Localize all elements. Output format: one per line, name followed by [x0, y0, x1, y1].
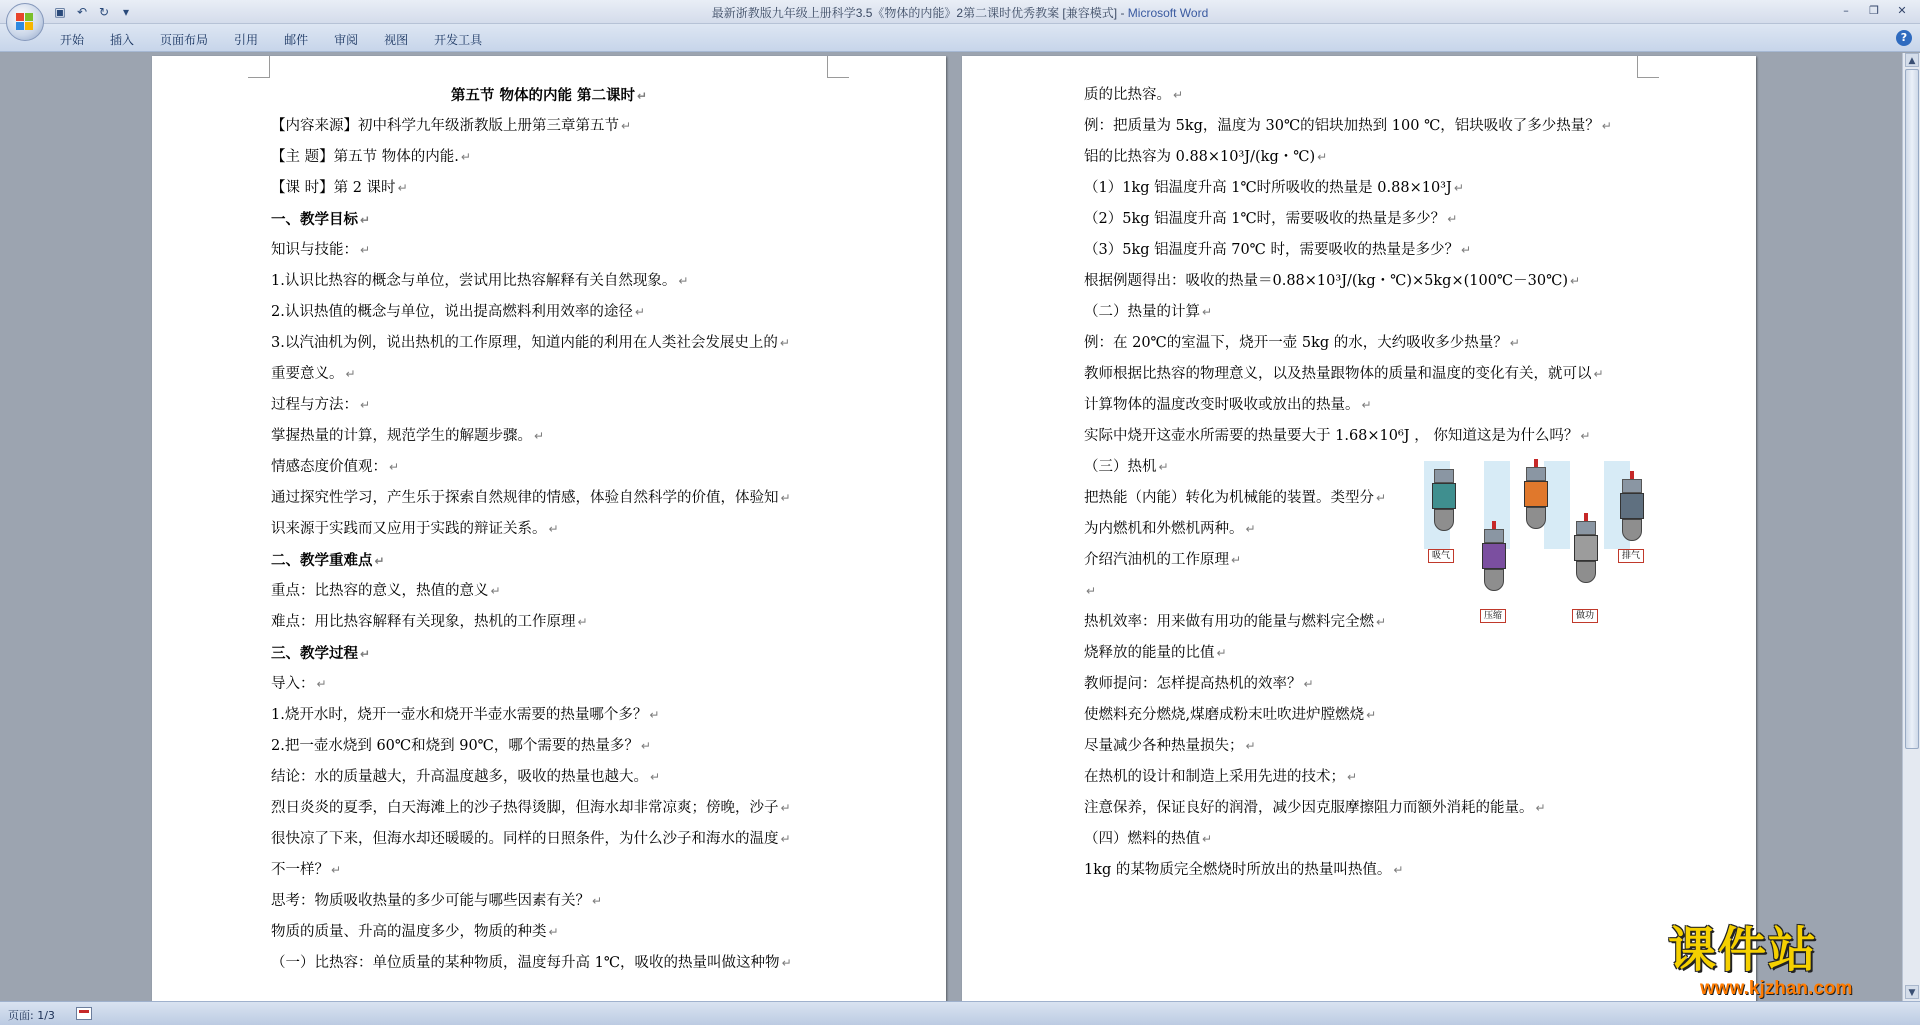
scroll-up-icon[interactable]: ▲ — [1905, 53, 1919, 67]
stroke-label-exhaust: 排气 — [1618, 549, 1644, 563]
paragraph-mark-icon: ↵ — [592, 894, 603, 908]
line-text: 二、教学重难点 — [271, 552, 373, 569]
paragraph-mark-icon: ↵ — [548, 522, 559, 536]
paragraph-mark-icon: ↵ — [360, 213, 371, 227]
paragraph-mark-icon: ↵ — [316, 677, 327, 691]
line-text: 例：在 20℃的室温下，烧开一壶 5kg 的水，大约吸收多少热量？ — [1084, 335, 1508, 351]
paragraph-mark-icon: ↵ — [1086, 584, 1097, 598]
document-line — [271, 266, 827, 297]
line-text: （一）比热容：单位质量的某种物质，温度每升高 1℃，吸收的热量叫做这种物 — [271, 955, 780, 971]
line-text: 识来源于实践而又应用于实践的辩证关系。 — [271, 521, 547, 537]
document-line — [271, 483, 827, 514]
document-line — [271, 421, 827, 452]
document-line — [271, 700, 827, 731]
tab-page-layout[interactable]: 页面布局 — [160, 33, 209, 47]
document-line — [1084, 576, 1414, 607]
paragraph-mark-icon: ↵ — [1245, 739, 1256, 753]
minimize-icon[interactable]: – — [1843, 4, 1849, 17]
document-line — [1084, 266, 1640, 297]
line-text: 使燃料充分燃烧,煤磨成粉末吐吹进炉膛燃烧 — [1084, 707, 1365, 723]
engine-exhaust-icon — [1568, 521, 1604, 601]
watermark-logo-text: 课件站 — [1668, 922, 1819, 978]
paragraph-mark-icon: ↵ — [490, 584, 501, 598]
paragraph-mark-icon: ↵ — [1173, 88, 1184, 102]
document-title — [0, 4, 1920, 21]
save-icon[interactable]: ▣ — [54, 5, 66, 19]
page-count-status[interactable]: 页面: 1/3 — [8, 1009, 55, 1022]
document-line — [271, 855, 827, 886]
engine-intake-icon — [1426, 469, 1462, 549]
paragraph-mark-icon: ↵ — [1601, 119, 1612, 133]
document-line — [1084, 669, 1640, 700]
paragraph-mark-icon: ↵ — [780, 832, 791, 846]
document-line — [1084, 235, 1640, 266]
paragraph-mark-icon: ↵ — [649, 708, 660, 722]
paragraph-mark-icon: ↵ — [1361, 398, 1372, 412]
tab-view[interactable]: 视图 — [384, 33, 409, 47]
office-button[interactable] — [6, 3, 44, 41]
tab-references[interactable]: 引用 — [234, 33, 259, 47]
paragraph-mark-icon: ↵ — [360, 647, 371, 661]
line-text: 教师提问：怎样提高热机的效率？ — [1084, 676, 1302, 692]
customize-qat-dropdown[interactable]: ▾ — [122, 5, 130, 19]
paragraph-mark-icon: ↵ — [637, 89, 648, 103]
line-text: 一、教学目标 — [271, 211, 358, 228]
paragraph-mark-icon: ↵ — [1393, 863, 1404, 877]
scroll-down-icon[interactable]: ▼ — [1905, 985, 1919, 999]
line-text: 物质的质量、升高的温度多少，物质的种类 — [271, 924, 547, 940]
document-line — [271, 607, 827, 638]
line-text: 计算物体的温度改变时吸收或放出的热量。 — [1084, 397, 1360, 413]
document-line — [271, 638, 827, 669]
line-text: 情感态度价值观： — [271, 459, 387, 475]
paragraph-mark-icon: ↵ — [781, 956, 792, 970]
paragraph-mark-icon: ↵ — [1231, 553, 1242, 567]
line-text: 注意保养，保证良好的润滑，减少因克服摩擦阻力而额外消耗的能量。 — [1084, 800, 1534, 816]
document-line — [271, 514, 827, 545]
page-1 — [152, 56, 946, 1001]
paragraph-mark-icon: ↵ — [1158, 460, 1169, 474]
line-text: 为内燃机和外燃机两种。 — [1084, 521, 1244, 537]
document-line — [1084, 824, 1640, 855]
line-text: 重点：比热容的意义，热值的意义 — [271, 583, 489, 599]
paragraph-mark-icon: ↵ — [460, 150, 471, 164]
document-line — [1084, 607, 1414, 638]
paragraph-mark-icon: ↵ — [1593, 367, 1604, 381]
document-line — [271, 297, 827, 328]
line-text: （二）热量的计算 — [1084, 304, 1200, 320]
document-line — [271, 359, 827, 390]
paragraph-mark-icon: ↵ — [1303, 677, 1314, 691]
document-line — [1084, 793, 1640, 824]
document-line — [1084, 545, 1414, 576]
line-text: 教师根据比热容的物理意义，以及热量跟物体的质量和温度的变化有关，就可以 — [1084, 366, 1592, 382]
paragraph-mark-icon: ↵ — [1216, 646, 1227, 660]
line-text: 很快凉了下来，但海水却还暖暖的。同样的日照条件，为什么沙子和海水的温度 — [271, 831, 779, 847]
engine-exhaust-icon — [1614, 479, 1650, 559]
document-line — [271, 731, 827, 762]
ribbon-tabs — [50, 29, 498, 49]
paragraph-mark-icon: ↵ — [1569, 274, 1581, 288]
page-1-text[interactable] — [271, 80, 827, 979]
four-stroke-engine-figure — [1424, 461, 1664, 631]
margin-corner-mark — [1637, 56, 1659, 78]
line-text: （2）5kg 铝温度升高 1℃时，需要吸收的热量是多少？ — [1084, 211, 1446, 227]
window-controls — [1834, 2, 1914, 20]
document-line — [271, 80, 827, 111]
line-text: 结论：水的质量越大，升高温度越多，吸收的热量也越大。 — [271, 769, 648, 785]
document-line — [271, 173, 827, 204]
line-text: 【课 时】第 2 课时 — [271, 180, 396, 196]
paragraph-mark-icon: ↵ — [1317, 150, 1328, 164]
line-text: （四）燃料的热值 — [1084, 831, 1200, 847]
undo-icon[interactable]: ↶ — [76, 5, 88, 19]
line-text: 实际中烧开这壶水所需要的热量要大于 1.68×10⁶J ， 你知道这是为什么吗？ — [1084, 428, 1579, 444]
line-text: 不一样？ — [271, 862, 329, 878]
line-text: 质的比热容。 — [1084, 87, 1171, 103]
document-line — [1084, 173, 1640, 204]
paragraph-mark-icon: ↵ — [1347, 770, 1358, 784]
tab-home[interactable]: 开始 — [60, 33, 85, 47]
line-text: 【主 题】第五节 物体的内能. — [271, 149, 459, 165]
help-icon[interactable]: ? — [1896, 30, 1912, 46]
line-text: 尽量减少各种热量损失； — [1084, 738, 1244, 754]
document-line — [271, 576, 827, 607]
document-line — [271, 824, 827, 855]
line-text: 通过探究性学习，产生乐于探索自然规律的情感，体验自然科学的价值，体验知 — [271, 490, 779, 506]
line-text: 过程与方法： — [271, 397, 358, 413]
tab-insert[interactable]: 插入 — [110, 33, 135, 47]
title-separator: - — [1117, 6, 1128, 20]
tab-review[interactable]: 审阅 — [334, 33, 359, 47]
paragraph-mark-icon: ↵ — [534, 429, 545, 443]
site-watermark — [1668, 922, 1904, 1002]
paragraph-mark-icon: ↵ — [1461, 243, 1472, 257]
paragraph-mark-icon: ↵ — [1580, 429, 1591, 443]
line-text: 第五节 物体的内能 第二课时 — [450, 87, 636, 104]
title-bar — [0, 0, 1920, 24]
paragraph-mark-icon: ↵ — [374, 554, 385, 568]
document-line — [1084, 204, 1640, 235]
line-text: 思考：物质吸收热量的多少可能与哪些因素有关？ — [271, 893, 590, 909]
line-text: 烧释放的能量的比值 — [1084, 645, 1215, 661]
line-text: 介绍汽油机的工作原理 — [1084, 552, 1229, 568]
document-line — [271, 328, 827, 359]
line-text: 2.把一壶水烧到 60℃和烧到 90℃，哪个需要的热量多？ — [271, 738, 639, 754]
document-line — [1084, 731, 1640, 762]
line-text: 三、教学过程 — [271, 645, 358, 662]
line-text: 导入： — [271, 676, 315, 692]
document-line — [271, 452, 827, 483]
document-line — [1084, 855, 1640, 886]
engine-compression-icon — [1476, 529, 1512, 609]
paragraph-mark-icon: ↵ — [1202, 305, 1213, 319]
paragraph-mark-icon: ↵ — [360, 398, 371, 412]
tab-developer[interactable]: 开发工具 — [434, 33, 483, 47]
line-text: 掌握热量的计算，规范学生的解题步骤。 — [271, 428, 532, 444]
line-text: 2.认识热值的概念与单位，说出提高燃料利用效率的途径 — [271, 304, 633, 320]
document-line — [1084, 297, 1640, 328]
stroke-label-power: 做功 — [1572, 609, 1598, 623]
line-text: 烈日炎炎的夏季，白天海滩上的沙子热得烫脚，但海水却非常凉爽；傍晚，沙子 — [271, 800, 779, 816]
line-text: 1.烧开水时，烧开一壶水和烧开半壶水需要的热量哪个多？ — [271, 707, 648, 723]
line-text: 3.以汽油机为例，说出热机的工作原理，知道内能的利用在人类社会发展史上的 — [271, 335, 778, 351]
scroll-thumb[interactable] — [1905, 69, 1919, 749]
document-line — [1084, 514, 1414, 545]
document-line — [271, 886, 827, 917]
redo-icon[interactable]: ↻ — [98, 5, 110, 19]
document-name: 最新浙教版九年级上册科学3.5《物体的内能》2第二课时优秀教案 [兼容模式] — [711, 6, 1118, 20]
proofing-status-icon[interactable] — [76, 1007, 92, 1020]
document-line — [1084, 762, 1640, 793]
paragraph-mark-icon: ↵ — [345, 367, 356, 381]
line-text: （1）1kg 铝温度升高 1℃时所吸收的热量是 0.88×10³J — [1084, 180, 1452, 196]
paragraph-mark-icon: ↵ — [678, 274, 689, 288]
document-line — [1084, 483, 1414, 514]
line-text: 重要意义。 — [271, 366, 344, 382]
paragraph-mark-icon: ↵ — [1453, 181, 1464, 195]
document-line — [271, 204, 827, 235]
paragraph-mark-icon: ↵ — [634, 305, 645, 319]
document-line — [1084, 390, 1640, 421]
document-line — [1084, 700, 1640, 731]
document-line — [1084, 638, 1414, 669]
document-line — [1084, 328, 1640, 359]
paragraph-mark-icon: ↵ — [1245, 522, 1256, 536]
status-bar — [0, 1001, 1920, 1025]
paragraph-mark-icon: ↵ — [779, 336, 790, 350]
document-workspace — [0, 53, 1902, 1001]
paragraph-mark-icon: ↵ — [360, 243, 371, 257]
tab-mailings[interactable]: 邮件 — [284, 33, 309, 47]
line-text: 1.认识比热容的概念与单位，尝试用比热容解释有关自然现象。 — [271, 273, 677, 289]
line-text: （三）热机 — [1084, 459, 1157, 475]
stroke-label-compression: 压缩 — [1480, 609, 1506, 623]
stroke-label-intake: 吸气 — [1428, 549, 1454, 563]
ribbon — [0, 24, 1920, 52]
document-line — [1084, 111, 1640, 142]
margin-corner-mark — [827, 56, 849, 78]
document-line — [1084, 80, 1640, 111]
page-2 — [962, 56, 1756, 1001]
document-line — [1084, 142, 1640, 173]
engine-power-icon — [1518, 467, 1554, 547]
document-line — [271, 111, 827, 142]
line-text: 热机效率：用来做有用功的能量与燃料完全燃 — [1084, 614, 1374, 630]
paragraph-mark-icon: ↵ — [780, 491, 791, 505]
line-text: 把热能（内能）转化为机械能的装置。类型分 — [1084, 490, 1374, 506]
line-text: 1kg 的某物质完全燃烧时所放出的热量叫热值。 — [1084, 862, 1392, 878]
paragraph-mark-icon: ↵ — [1376, 615, 1387, 629]
paragraph-mark-icon: ↵ — [1202, 832, 1213, 846]
close-icon[interactable]: ✕ — [1897, 4, 1907, 17]
margin-corner-mark — [248, 56, 270, 78]
document-line — [1084, 359, 1640, 390]
paragraph-mark-icon: ↵ — [621, 119, 632, 133]
line-text: 知识与技能： — [271, 242, 358, 258]
paragraph-mark-icon: ↵ — [650, 770, 661, 784]
paragraph-mark-icon: ↵ — [331, 863, 342, 877]
line-text: 铝的比热容为 0.88×10³J/(kg・℃) — [1084, 149, 1316, 165]
paragraph-mark-icon: ↵ — [397, 181, 408, 195]
line-text: 例：把质量为 5kg，温度为 30℃的铝块加热到 100 ℃，铝块吸收了多少热量？ — [1084, 118, 1600, 134]
paragraph-mark-icon: ↵ — [1447, 212, 1458, 226]
app-name: Microsoft Word — [1127, 6, 1209, 20]
document-line — [271, 235, 827, 266]
paragraph-mark-icon: ↵ — [577, 615, 588, 629]
line-text: 在热机的设计和制造上采用先进的技术； — [1084, 769, 1345, 785]
document-line — [1084, 421, 1640, 452]
paragraph-mark-icon: ↵ — [548, 925, 559, 939]
restore-icon[interactable]: ❐ — [1869, 4, 1879, 17]
paragraph-mark-icon: ↵ — [1376, 491, 1387, 505]
line-text: 根据例题得出：吸收的热量＝0.88×10³J/(kg・℃)×5kg×(100℃－30℃) — [1084, 273, 1568, 289]
document-line — [271, 142, 827, 173]
vertical-scrollbar[interactable] — [1902, 53, 1920, 1001]
line-text: （3）5kg 铝温度升高 70℃ 时，需要吸收的热量是多少？ — [1084, 242, 1460, 258]
document-line — [271, 762, 827, 793]
document-line — [271, 793, 827, 824]
paragraph-mark-icon: ↵ — [780, 801, 791, 815]
paragraph-mark-icon: ↵ — [1535, 801, 1546, 815]
paragraph-mark-icon: ↵ — [389, 460, 400, 474]
document-line — [271, 669, 827, 700]
paragraph-mark-icon: ↵ — [640, 739, 651, 753]
document-line — [271, 390, 827, 421]
paragraph-mark-icon: ↵ — [1509, 336, 1520, 350]
document-line — [271, 917, 827, 948]
line-text: 难点：用比热容解释有关现象，热机的工作原理 — [271, 614, 576, 630]
watermark-url: www.kjzhan.com — [1700, 978, 1853, 999]
paragraph-mark-icon: ↵ — [1366, 708, 1377, 722]
line-text: 【内容来源】初中科学九年级浙教版上册第三章第五节 — [271, 118, 619, 134]
document-line — [271, 948, 827, 979]
office-logo-icon — [16, 13, 34, 31]
document-line — [271, 545, 827, 576]
